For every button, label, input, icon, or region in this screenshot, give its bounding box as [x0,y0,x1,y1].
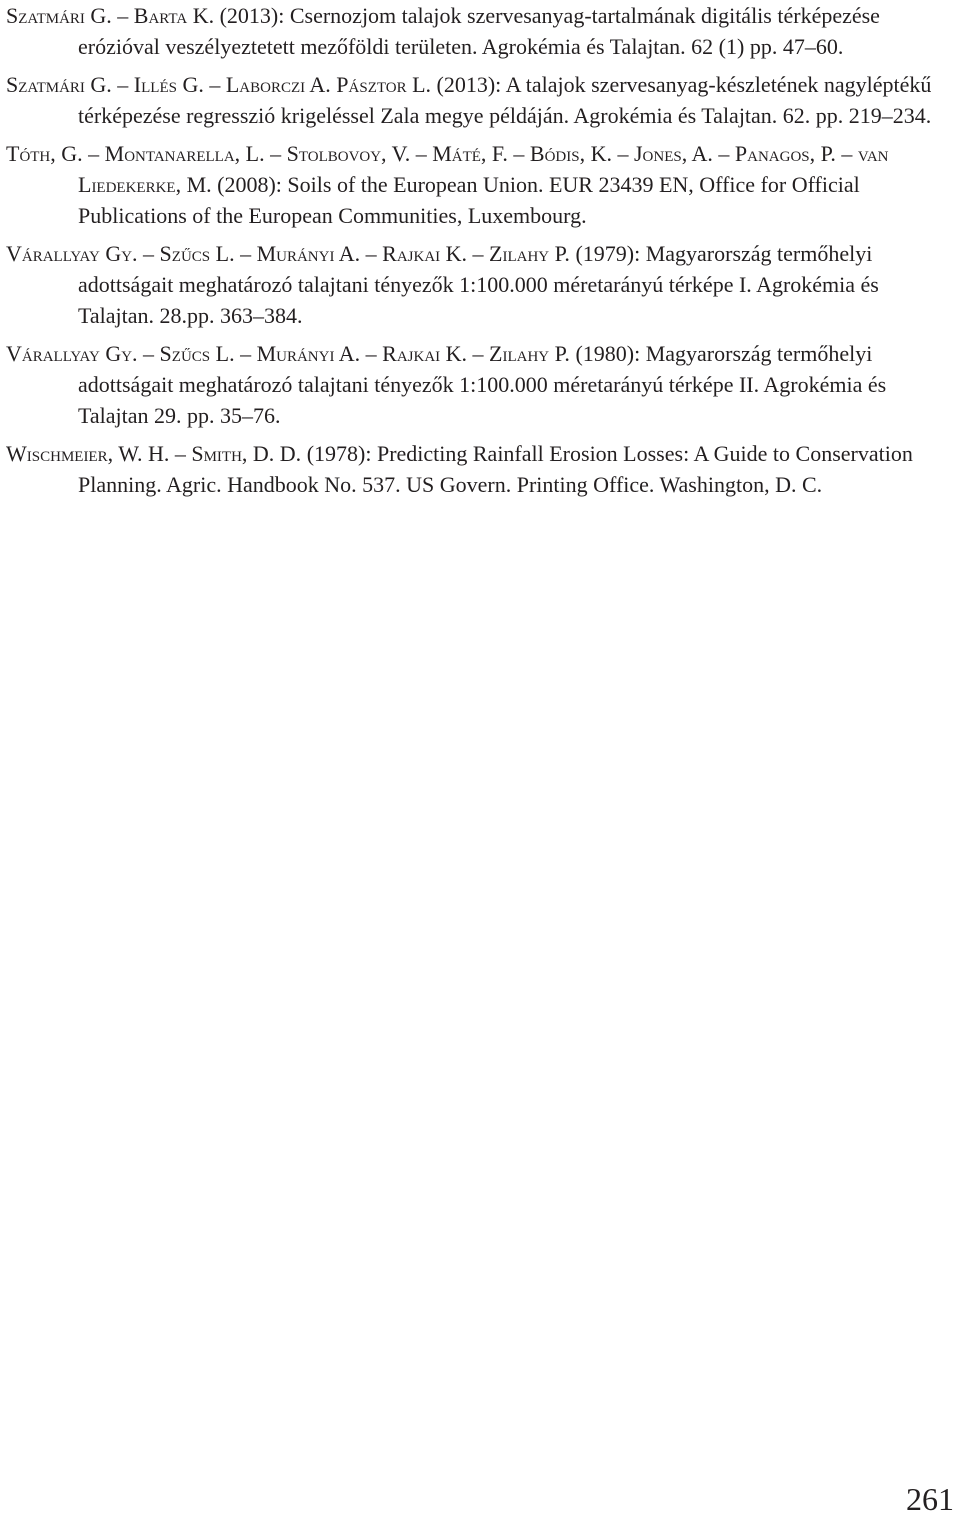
reference-details: (2013): A talajok szervesanyag-készletének nagyléptékű térképezése regresszió krigeléssel Zala megye példáján. Agrokémia és Talajtan. 62. pp. 219–234. [78,72,932,128]
reference-entry [6,0,954,62]
page-number: 261 [906,1481,954,1517]
reference-authors: Szatmári G. – Barta K. [6,3,215,28]
reference-details: (1979): Magyarország termőhelyi adottságait meghatározó talajtani tényezők 1:100.000 méretarányú térképe I. Agrokémia és Talajtan. 28.pp. 363–384. [78,241,879,328]
reference-details: (1980): Magyarország termőhelyi adottságait meghatározó talajtani tényezők 1:100.000 méretarányú térképe II. Agrokémia és Talajtan 29. pp. 35–76. [78,341,887,428]
reference-authors: Tóth, G. – Montanarella, L. – Stolbovoy, V. – Máté, F. – Bódis, K. – Jones, A. – Panagos, P. – van Liedekerke, M. [6,141,889,197]
reference-entry [6,138,954,231]
reference-authors: Várallyay Gy. – Szűcs L. – Murányi A. – Rajkai K. – Zilahy P. [6,341,570,366]
reference-details: (1978): Predicting Rainfall Erosion Losses: A Guide to Conservation Planning. Agric. Handbook No. 537. US Govern. Printing Office. Washington, D. C. [78,441,913,497]
reference-authors: Wischmeier, W. H. – Smith, D. D. [6,441,302,466]
reference-authors: Szatmári G. – Illés G. – Laborczi A. Pásztor L. [6,72,432,97]
reference-list [6,0,954,500]
reference-details: (2013): Csernozjom talajok szervesanyag-tartalmának digitális térképezése erózióval veszélyeztetett mezőföldi területen. Agrokémia és Talajtan. 62 (1) pp. 47–60. [78,3,880,59]
reference-entry [6,438,954,500]
reference-entry [6,338,954,431]
reference-authors: Várallyay Gy. – Szűcs L. – Murányi A. – Rajkai K. – Zilahy P. [6,241,570,266]
reference-entry [6,69,954,131]
reference-entry [6,238,954,331]
reference-details: (2008): Soils of the European Union. EUR 23439 EN, Office for Official Publications of the European Communities, Luxembourg. [78,172,860,228]
